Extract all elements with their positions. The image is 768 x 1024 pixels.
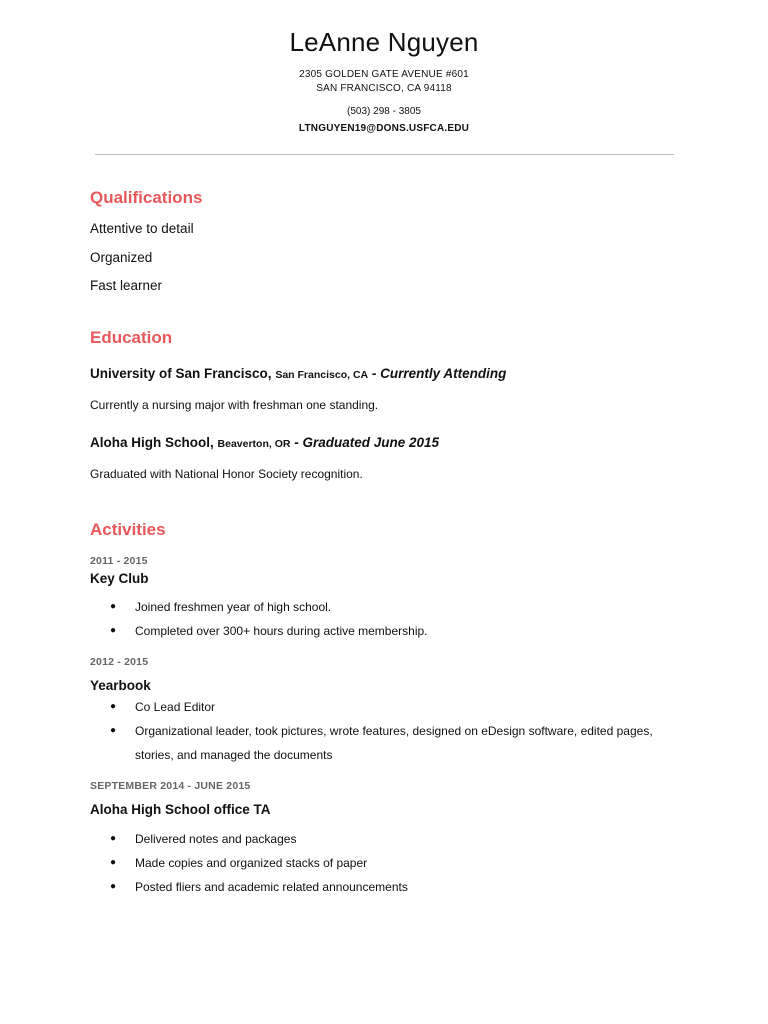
education-entry [90,365,690,413]
email-address: LTNGUYEN19@DONS.USFCA.EDU [298,123,470,134]
activity-date: 2012 - 2015 [90,655,149,668]
list-item-text: Posted fliers and academic related announcements [135,879,408,894]
activity-entry [90,655,690,767]
education-entry-title [90,434,690,453]
activity-entry [90,779,690,899]
activity-bullets [90,695,690,767]
address-line-2: SAN FRANCISCO, CA 94118 [316,83,452,94]
resume-body [90,186,690,899]
school-name: University of San Francisco, [90,365,272,381]
qualifications-section [90,186,690,301]
activity-date: SEPTEMBER 2014 - JUNE 2015 [90,779,251,792]
qualifications-list [90,215,690,301]
qualification-item: Fast learner [90,278,163,293]
bullet-icon: ● [110,600,117,612]
list-item-text: Co Lead Editor [135,699,216,714]
list-item-text: Made copies and organized stacks of paper [135,855,368,870]
activity-bullets [90,595,690,643]
qualification-item: Attentive to detail [90,221,194,236]
activity-entry [90,554,690,643]
applicant-name: LeAnne Nguyen [289,27,479,57]
list-item [90,595,690,619]
activity-title: Aloha High School office TA [90,801,271,817]
education-entry [90,434,690,482]
bullet-icon: ● [110,856,117,868]
bullet-icon: ● [110,724,117,736]
resume-header [0,0,768,136]
school-location: San Francisco, CA [275,368,369,381]
activity-date: 2011 - 2015 [90,554,148,567]
list-item [90,827,690,851]
list-item-text: Joined freshmen year of high school. [135,599,332,614]
activities-section [90,518,690,899]
education-section [90,326,690,482]
education-entry-title [90,365,690,384]
school-description: Currently a nursing major with freshman one standing. [90,397,379,412]
school-description: Graduated with National Honor Society recognition. [90,466,363,481]
qualification-item: Organized [90,249,153,265]
list-item-text: Organizational leader, took pictures, wrote features, designed on eDesign software, edited pages, stories, and managed the documents [135,723,653,762]
phone-number: (503) 298 - 3805 [347,106,421,117]
list-item [90,851,690,875]
activity-bullets [90,827,690,899]
school-status: - Currently Attending [371,365,507,381]
bullet-icon: ● [110,880,117,892]
qualifications-heading: Qualifications [90,188,203,207]
school-location: Beaverton, OR [217,437,291,450]
list-item [90,875,690,899]
activity-title: Key Club [90,570,149,586]
header-divider [95,154,674,155]
school-status: - Graduated June 2015 [294,434,440,450]
address-line-1: 2305 GOLDEN GATE AVENUE #601 [299,69,469,80]
education-heading: Education [90,327,173,347]
list-item [90,695,690,719]
list-item [90,619,690,643]
school-name: Aloha High School, [90,434,214,450]
list-item-text: Delivered notes and packages [135,831,297,846]
activity-title: Yearbook [90,677,151,693]
list-item-text: Completed over 300+ hours during active membership. [135,623,428,638]
activities-heading: Activities [90,519,166,539]
bullet-icon: ● [110,700,117,712]
bullet-icon: ● [110,832,117,844]
bullet-icon: ● [110,624,117,636]
list-item [90,719,675,767]
